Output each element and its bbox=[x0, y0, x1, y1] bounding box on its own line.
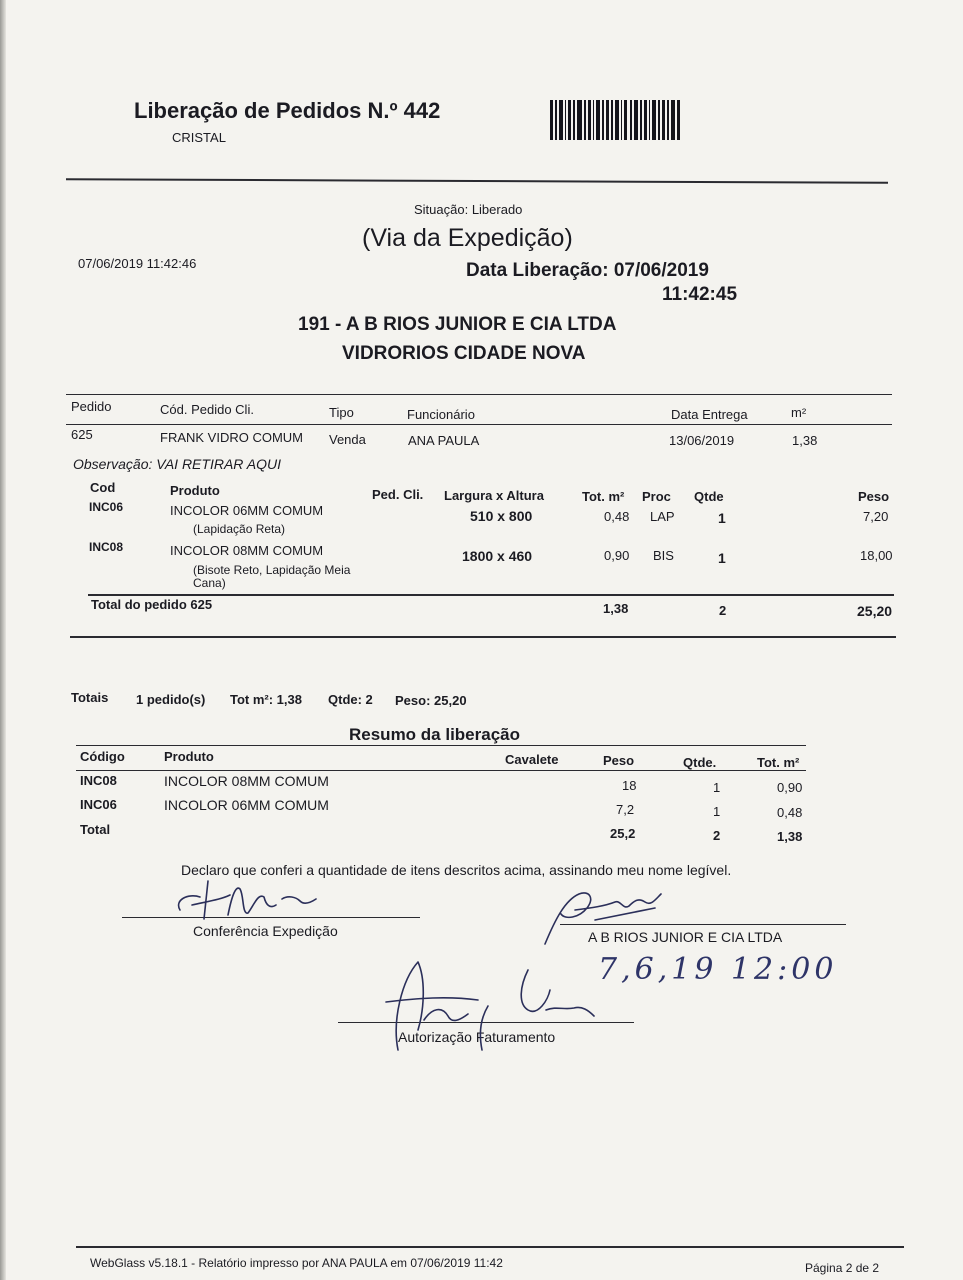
resumo-title: Resumo da liberação bbox=[349, 725, 521, 744]
divider bbox=[70, 636, 896, 638]
col-tot-m2: Tot. m² bbox=[582, 489, 625, 504]
order-pedido: 625 bbox=[71, 427, 93, 442]
resumo-col-tot-m2: Tot. m² bbox=[757, 755, 800, 770]
handwritten-date: 7,6,19 12:00 bbox=[598, 952, 838, 987]
item-dims: 510 x 800 bbox=[470, 508, 533, 524]
col-cod-pedido-cli: Cód. Pedido Cli. bbox=[160, 402, 254, 417]
item-peso: 18,00 bbox=[860, 548, 893, 563]
resumo-qtde: 1 bbox=[713, 804, 721, 819]
item-produto: INCOLOR 06MM COMUM bbox=[170, 503, 324, 518]
resumo-produto: INCOLOR 08MM COMUM bbox=[164, 773, 329, 789]
resumo-total-peso: 25,2 bbox=[610, 826, 636, 841]
item-detail-cont: Cana) bbox=[193, 576, 226, 590]
totals-tot-m2: Tot m²: 1,38 bbox=[230, 692, 302, 707]
totals-qtde: Qtde: 2 bbox=[328, 692, 373, 707]
order-total-m2: 1,38 bbox=[603, 601, 629, 616]
col-largura-altura: Largura x Altura bbox=[444, 488, 544, 503]
item-dims: 1800 x 460 bbox=[462, 548, 533, 564]
via-label: (Via da Expedição) bbox=[362, 224, 573, 252]
empresa-label: A B RIOS JUNIOR E CIA LTDA bbox=[588, 929, 783, 945]
order-cod: FRANK VIDRO COMUM bbox=[160, 430, 303, 445]
divider bbox=[66, 178, 888, 184]
col-peso: Peso bbox=[858, 489, 890, 504]
col-proc: Proc bbox=[642, 489, 671, 504]
data-liberacao: Data Liberação: 07/06/2019 bbox=[466, 260, 709, 281]
page-subtitle: CRISTAL bbox=[172, 130, 226, 145]
resumo-col-qtde: Qtde. bbox=[683, 755, 717, 770]
resumo-qtde: 1 bbox=[713, 780, 721, 795]
signature-autorizacao bbox=[378, 950, 608, 1060]
signature-conferencia bbox=[170, 875, 330, 925]
divider bbox=[76, 1246, 904, 1248]
item-cod: INC08 bbox=[89, 540, 124, 554]
item-cod: INC06 bbox=[89, 500, 124, 514]
client-name: 191 - A B RIOS JUNIOR E CIA LTDA bbox=[298, 314, 617, 335]
printed-at: 07/06/2019 11:42:46 bbox=[78, 256, 197, 271]
autorizacao-label: Autorização Faturamento bbox=[398, 1029, 556, 1045]
item-detail: (Lapidação Reta) bbox=[193, 522, 286, 536]
resumo-col-produto: Produto bbox=[164, 749, 214, 764]
item-proc: BIS bbox=[653, 548, 674, 563]
divider bbox=[66, 394, 892, 395]
order-data-entrega: 13/06/2019 bbox=[669, 433, 735, 448]
col-tipo: Tipo bbox=[329, 405, 354, 420]
divider bbox=[76, 745, 806, 746]
totals-pedidos: 1 pedido(s) bbox=[136, 692, 206, 707]
signature-empresa bbox=[535, 880, 675, 950]
item-tot-m2: 0,90 bbox=[604, 548, 630, 563]
resumo-codigo: INC06 bbox=[80, 797, 117, 812]
resumo-col-cavalete: Cavalete bbox=[505, 752, 559, 767]
item-qtde: 1 bbox=[718, 510, 726, 526]
totals-label: Totais bbox=[71, 690, 109, 705]
barcode bbox=[550, 100, 680, 140]
client-store: VIDRORIOS CIDADE NOVA bbox=[342, 343, 586, 364]
resumo-produto: INCOLOR 06MM COMUM bbox=[164, 797, 329, 813]
divider bbox=[76, 770, 806, 771]
scan-edge bbox=[0, 0, 6, 1280]
col-m2: m² bbox=[791, 405, 807, 420]
col-ped-cli: Ped. Cli. bbox=[372, 487, 424, 502]
col-pedido: Pedido bbox=[71, 399, 112, 414]
item-produto: INCOLOR 08MM COMUM bbox=[170, 543, 324, 558]
resumo-tot-m2: 0,48 bbox=[777, 805, 803, 820]
item-peso: 7,20 bbox=[863, 509, 889, 524]
divider bbox=[88, 594, 894, 596]
resumo-col-peso: Peso bbox=[603, 753, 635, 768]
item-proc: LAP bbox=[650, 509, 675, 524]
order-total-label: Total do pedido 625 bbox=[91, 597, 213, 612]
order-m2: 1,38 bbox=[792, 433, 818, 448]
resumo-col-codigo: Código bbox=[80, 749, 125, 764]
declaration-text: Declaro que conferi a quantidade de itens descritos acima, assinando meu nome legível. bbox=[181, 862, 732, 878]
resumo-codigo: INC08 bbox=[80, 773, 117, 788]
conferencia-label: Conferência Expedição bbox=[193, 923, 338, 939]
item-detail: (Bisote Reto, Lapidação Meia bbox=[193, 563, 351, 577]
situacao-label: Situação: Liberado bbox=[414, 202, 523, 217]
resumo-total-tot-m2: 1,38 bbox=[777, 829, 803, 844]
order-total-qtde: 2 bbox=[719, 603, 727, 618]
resumo-total-label: Total bbox=[80, 822, 111, 837]
page-title: Liberação de Pedidos N.º 442 bbox=[134, 98, 441, 123]
col-data-entrega: Data Entrega bbox=[671, 407, 748, 422]
resumo-peso: 18 bbox=[622, 778, 637, 793]
resumo-peso: 7,2 bbox=[616, 802, 635, 817]
col-funcionario: Funcionário bbox=[407, 407, 475, 422]
divider bbox=[66, 424, 892, 425]
item-qtde: 1 bbox=[718, 550, 726, 566]
order-tipo: Venda bbox=[329, 432, 366, 447]
order-total-peso: 25,20 bbox=[857, 603, 893, 619]
totals-peso: Peso: 25,20 bbox=[395, 693, 467, 708]
data-liberacao-time: 11:42:45 bbox=[662, 284, 738, 305]
col-cod: Cod bbox=[90, 480, 116, 495]
observacao: Observação: VAI RETIRAR AQUI bbox=[73, 456, 281, 472]
footer-report-info: WebGlass v5.18.1 - Relatório impresso por ANA PAULA em 07/06/2019 11:42 bbox=[90, 1256, 503, 1270]
footer-page-number: Página 2 de 2 bbox=[805, 1261, 880, 1275]
col-produto: Produto bbox=[170, 483, 220, 498]
resumo-total-qtde: 2 bbox=[713, 828, 721, 843]
resumo-tot-m2: 0,90 bbox=[777, 780, 803, 795]
col-qtde: Qtde bbox=[694, 489, 724, 504]
order-funcionario: ANA PAULA bbox=[408, 433, 480, 448]
item-tot-m2: 0,48 bbox=[604, 509, 630, 524]
